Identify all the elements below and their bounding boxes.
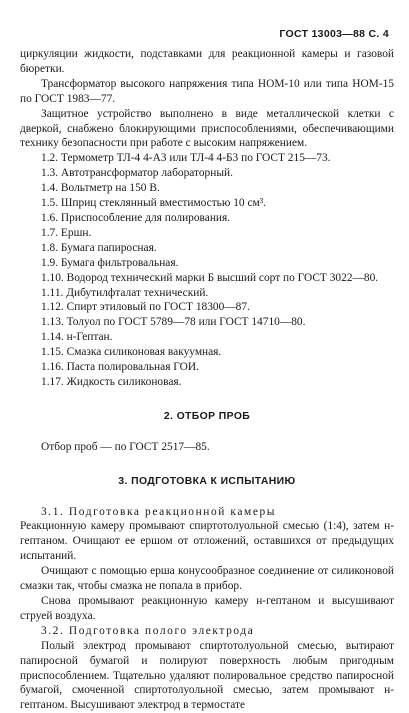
section-2-title: 2. ОТБОР ПРОБ [163,410,251,422]
list-item: 1.14. н-Гептан. [41,331,113,344]
list-item: 1.17. Жидкость силиконовая. [41,375,182,388]
subsection-3-1-paragraph-1: Реакционную камеру промывают спиртотолуольной смесью (1:4), затем н-гептаном. Очищают ее ершом от отложений, оставшихся от предыдущих испытаний. [20,520,394,563]
section-3-title: 3. ПОДГОТОВКА К ИСПЫТАНИЮ [118,475,296,487]
subsection-3-1-title: 3.1. Подготовка реакционной камеры [41,505,277,518]
subsection-3-1-paragraph-2: Очищают с помощью ерша конусообразное соединение от силиконовой смазки так, чтобы смазка не попала в прибор. [20,565,394,593]
list-item: 1.7. Ершн. [41,226,92,239]
list-item: 1.10. Водород технический марки Б высший сорт по ГОСТ 3022—80. [41,271,379,284]
list-item: 1.4. Вольтметр на 150 В. [41,182,160,195]
list-item: 1.9. Бумага фильтровальная. [41,256,179,269]
list-item: 1.11. Дибутилфталат технический. [41,286,209,299]
list-item: 1.15. Смазка силиконовая вакуумная. [41,346,222,359]
subsection-3-2-paragraph: Полый электрод промывают спиртотолуольной смесью, вытирают папиросной бумагой и полируют поверхность любым пригодным приспособлением. Тщательно удаляют полировальное средство папиросной бумагой, смоченной спиртотолуольной смесью, затем промывают н-гептаном. Высушивают электрод в термостате [20,639,394,712]
list-item: 1.6. Приспособление для полирования. [41,211,231,224]
intro-paragraph-3: Защитное устройство выполнено в виде металлической клетки с дверкой, снабжено блокирующими приспособлениями, обеспечивающими технику безопасности при работе с высоким напряжением. [20,107,394,150]
document-body [20,47,394,713]
subsection-3-1-paragraph-3: Снова промывают реакционную камеру н-гептаном и высушивают струей воздуха. [20,595,394,622]
list-item: 1.2. Термометр ТЛ-4 4-А3 или ТЛ-4 4-Б3 по ГОСТ 215—73. [41,152,331,165]
list-item: 1.3. Автотрансформатор лабораторный. [41,167,233,180]
subsection-3-2-title: 3.2. Подготовка полого электрода [41,624,255,637]
page-header: ГОСТ 13003—88 С. 4 [279,28,389,40]
list-item: 1.16. Паста полировальная ГОИ. [41,361,199,374]
list-item: 1.12. Спирт этиловый по ГОСТ 18300—87. [41,301,250,314]
intro-paragraph-2: Трансформатор высокого напряжения типа НОМ-10 или типа НОМ-15 по ГОСТ 1983—77. [20,77,394,105]
list-item: 1.13. Толуол по ГОСТ 5789—78 или ГОСТ 14710—80. [41,316,306,329]
section-2-text: Отбор проб — по ГОСТ 2517—85. [41,440,210,453]
intro-paragraph-1: циркуляции жидкости, подставками для реакционной камеры и газовой бюретки. [20,48,394,75]
list-item: 1.5. Шприц стеклянный вместимостью 10 см³. [41,197,266,210]
list-item: 1.8. Бумага папиросная. [41,241,157,254]
